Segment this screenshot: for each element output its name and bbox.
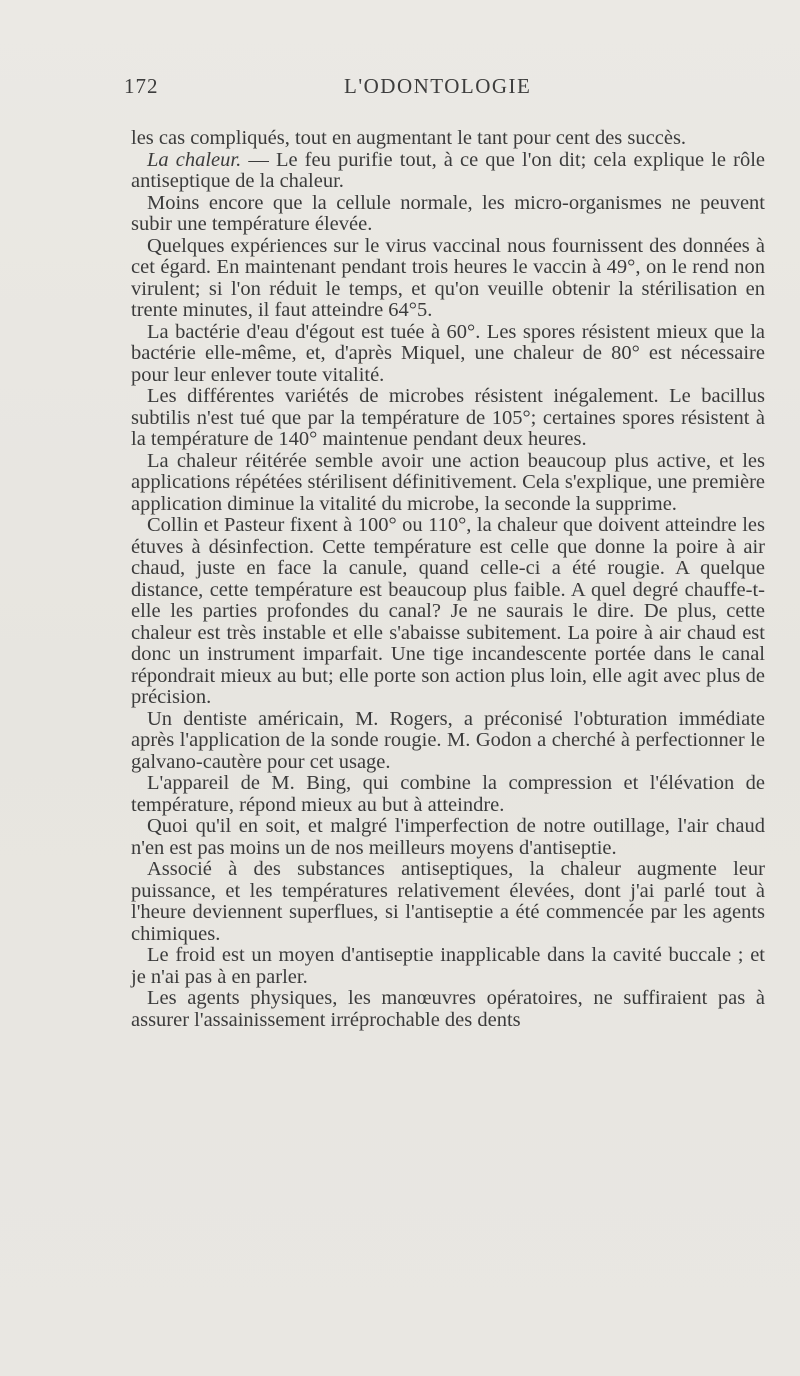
paragraph (131, 150, 765, 193)
paragraph: Collin et Pasteur fixent à 100° ou 110°, la chaleur que doivent atteindre les étuves à désinfection. Cette température est celle que donne la poire à air chaud, juste en face la canule, quand celle-ci a été rougie. A quelque distance, cette température est beaucoup plus faible. A quel degré chauffe-t-elle les parties profondes du canal? Je ne saurais le dire. De plus, cette chaleur est très instable et elle s'abaisse subitement. La poire à air chaud est donc un instrument imparfait. Une tige incandescente portée dans le canal répondrait mieux au but; elle porte son action plus loin, elle agit avec plus de précision. (131, 514, 765, 708)
paragraph: Un dentiste américain, M. Rogers, a préconisé l'obturation immédiate après l'application de la sonde rougie. M. Godon a cherché à perfectionner le galvano-cautère pour cet usage. (131, 707, 765, 773)
paragraph: Les agents physiques, les manœuvres opératoires, ne suffiraient pas à assurer l'assainissement irréprochable des dents (131, 987, 765, 1031)
paragraph: les cas compliqués, tout en augmentant le tant pour cent des succès. (131, 127, 687, 149)
paragraph: Quoi qu'il en soit, et malgré l'imperfection de notre outillage, l'air chaud n'en est pas moins un de nos meilleurs moyens d'antiseptie. (131, 815, 765, 859)
paragraph: Le froid est un moyen d'antiseptie inapplicable dans la cavité buccale ; et je n'ai pas à en parler. (131, 944, 765, 988)
paragraph: Quelques expériences sur le virus vaccinal nous fournissent des données à cet égard. En maintenant pendant trois heures le vaccin à 49°, on le rend non virulent; si l'on réduit le temps, et qu'on veuille obtenir la stérilisation en trente minutes, il faut atteindre 64°5. (131, 234, 765, 321)
running-title: L'ODONTOLOGIE (344, 74, 532, 98)
paragraph: Moins encore que la cellule normale, les micro-organismes ne peuvent subir une température élevée. (131, 191, 765, 235)
paragraph: La chaleur réitérée semble avoir une action beaucoup plus active, et les applications répétées stérilisent définitivement. Cela s'explique, une première application diminue la vitalité du microbe, la seconde la supprime. (131, 449, 765, 515)
paragraph: Les différentes variétés de microbes résistent inégalement. Le bacillus subtilis n'est tué que par la température de 105°; certaines spores résistent à la température de 140° maintenue pendant deux heures. (131, 385, 765, 450)
paragraph-text: — Le feu purifie tout, à ce que l'on dit; cela explique le rôle antiseptique de la chaleur. (131, 148, 766, 192)
paragraph: La bactérie d'eau d'égout est tuée à 60°. Les spores résistent mieux que la bactérie elle-même, et, d'après Miquel, une chaleur de 80° est nécessaire pour leur enlever toute vitalité. (131, 320, 765, 386)
page-header (124, 74, 770, 104)
body-text (131, 128, 765, 1031)
page-number: 172 (124, 74, 159, 98)
paragraph: L'appareil de M. Bing, qui combine la compression et l'élévation de température, répond mieux au but à atteindre. (131, 772, 765, 816)
section-heading: La chaleur. (147, 148, 242, 171)
paragraph: Associé à des substances antiseptiques, la chaleur augmente leur puissance, et les températures relativement élevées, dont j'ai parlé tout à l'heure deviennent superflues, si l'antiseptie a été commencée par les agents chimiques. (131, 858, 765, 945)
